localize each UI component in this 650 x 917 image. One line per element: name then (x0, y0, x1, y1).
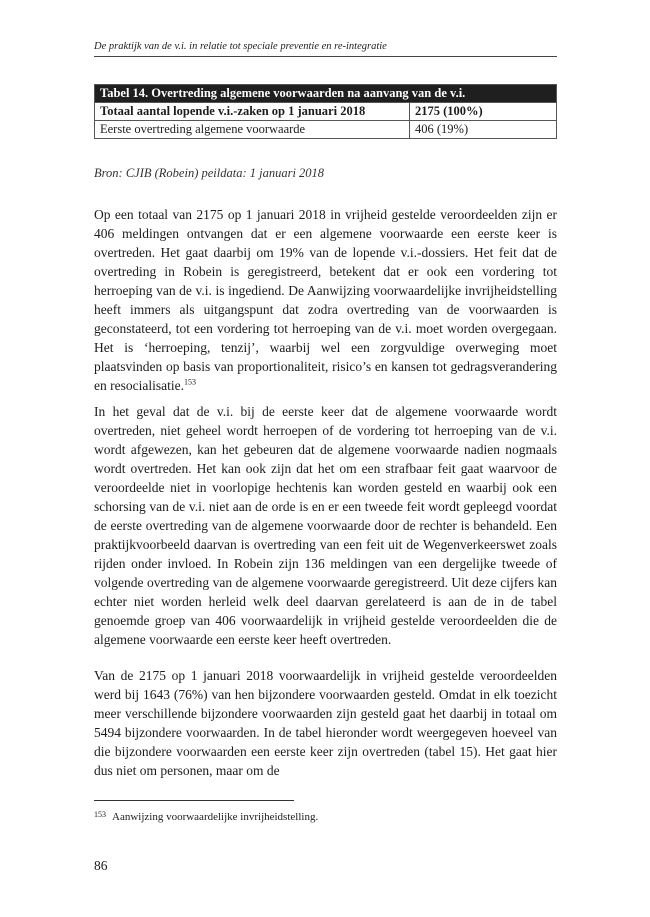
table-cell-label: Totaal aantal lopende v.i.-zaken op 1 januari 2018 (95, 103, 410, 121)
paragraph-1-text: Op een totaal van 2175 op 1 januari 2018 in vrijheid gestelde veroordeelden zijn er 406 meldingen ontvangen dat er een algemene voorwaarde een eerste keer is overtreden. Het gaat daarbij om 19% van de lopende v.i.-dossiers. Het feit dat de overtreding in Robein is geregistreerd, betekent dat er ook een vordering tot herroeping van de v.i. is ingediend. De Aanwijzing voorwaardelijke invrijheidstelling heeft immers als uitgangspunt dat zodra overtreding van de voorwaarden is geconstateerd, tot een vordering tot herroeping van de v.i. moet worden overgegaan. Het is ‘herroeping, tenzij’, waarbij wel een zorgvuldige overweging moet plaatsvinden op basis van proportionaliteit, risico’s en kansen tot gedragsverandering en resocialisatie. (94, 207, 557, 393)
paragraph-2: In het geval dat de v.i. bij de eerste keer dat de algemene voorwaarde wordt overtreden, niet geheel wordt herroepen of de vordering tot herroeping van de v.i. wordt afgewezen, kan het gebeuren dat de algemene voorwaarde nadien nogmaals wordt overtreden. Het kan ook zijn dat het om een strafbaar feit gaat waarvoor de veroordeelde niet in voorlopige hechtenis kan worden gesteld en waarbij ook een schorsing van de v.i. niet aan de orde is en er een tweede feit wordt gepleegd voordat de eerste overtreding van de algemene voorwaarde door de rechter is behandeld. Een praktijkvoorbeeld daarvan is overtreding van een feit uit de Wegenverkeerswet zoals rijden onder invloed. In Robein zijn 136 meldingen van een dergelijke tweede of volgende overtreding van de algemene voorwaarde geregistreerd. Uit deze cijfers kan echter niet worden herleid welk deel daarvan gerelateerd is aan de in de tabel genoemde groep van 406 voorwaardelijk in vrijheid gestelde veroordeelden die de algemene voorwaarde een eerste keer heeft overtreden. (94, 404, 557, 647)
footnote-number: 153 (94, 810, 106, 819)
table-source: Bron: CJIB (Robein) peildata: 1 januari 2018 (94, 166, 325, 180)
table-title-row (95, 85, 557, 103)
header-rule (94, 56, 557, 57)
footnote-ref[interactable]: 153 (183, 377, 196, 387)
footnote-rule (94, 800, 294, 801)
table-title: Tabel 14. Overtreding algemene voorwaarden na aanvang van de v.i. (95, 85, 557, 103)
table-row (95, 121, 557, 139)
table-cell-value: 2175 (100%) (410, 103, 557, 121)
paragraph-1 (94, 205, 557, 395)
footnote (94, 810, 318, 823)
running-header: De praktijk van de v.i. in relatie tot speciale preventie en re-integratie (94, 41, 387, 52)
page-number: 86 (94, 858, 108, 873)
paragraph-3: Van de 2175 op 1 januari 2018 voorwaardelijk in vrijheid gestelde veroordeelden werd bij 1643 (76%) van hen bijzondere voorwaarden gesteld. Omdat in elk toezicht meer verschillende bijzondere voorwaarden zijn gesteld gaat het daarbij in totaal om 5494 bijzondere voorwaarden. In de tabel hieronder wordt weergegeven hoeveel van die bijzondere voorwaarden een eerste keer zijn overtreden (tabel 15). Het gaat hier dus niet om personen, maar om de (94, 668, 557, 778)
table-cell-value: 406 (19%) (410, 121, 557, 139)
footnote-text: Aanwijzing voorwaardelijke invrijheidstelling. (112, 811, 319, 823)
table-row (95, 103, 557, 121)
table-cell-label: Eerste overtreding algemene voorwaarde (95, 121, 410, 139)
table-14 (94, 84, 557, 139)
